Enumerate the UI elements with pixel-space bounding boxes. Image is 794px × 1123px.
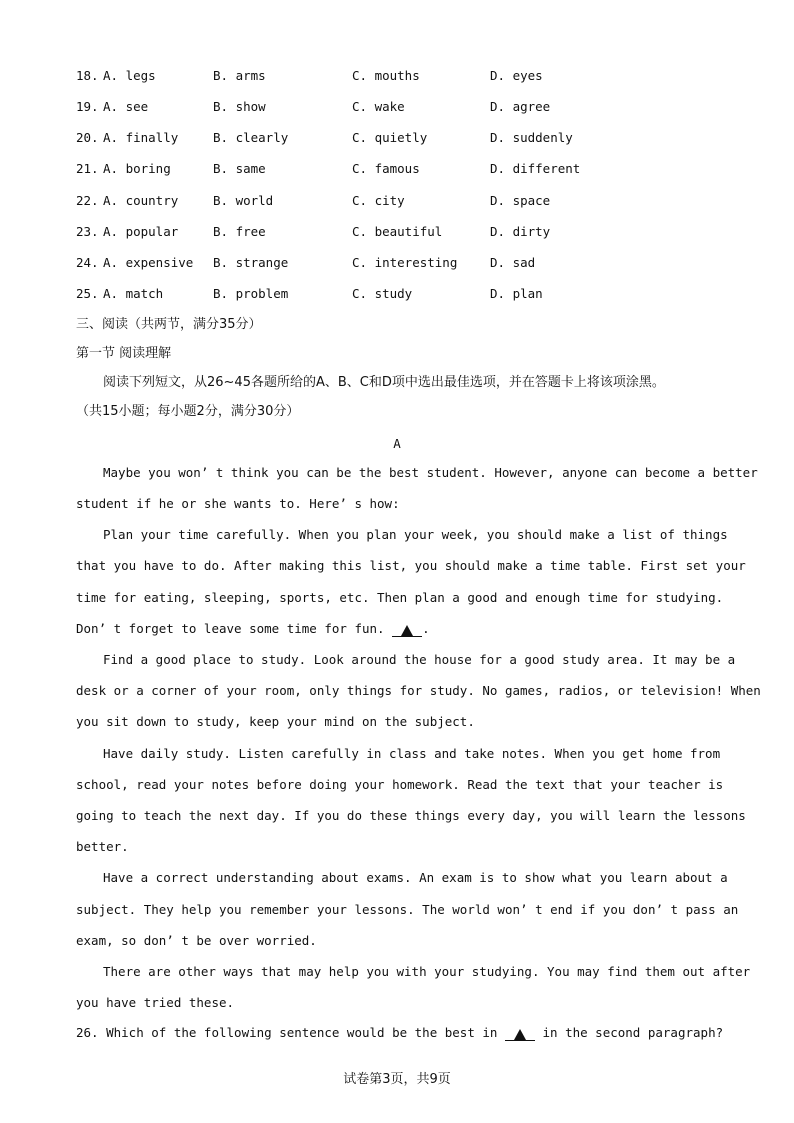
triangle-icon [401, 625, 413, 636]
question-number: 23. [76, 224, 99, 239]
option-c: C. study [352, 286, 413, 301]
option-c: C. quietly [352, 130, 428, 145]
paragraph-3-line: Find a good place to study. Look around the house for a good study area. It may be a [103, 652, 736, 667]
option-d: D. space [490, 193, 551, 208]
option-a: A. expensive [103, 255, 194, 270]
question-number: 25. [76, 286, 99, 301]
paragraph-4-line: going to teach the next day. If you do these things every day, you will learn the lessons [76, 808, 746, 823]
question-number: 24. [76, 255, 99, 270]
paragraph-5-line: exam, so don’ t be over worried. [76, 933, 317, 948]
question-number: 20. [76, 130, 99, 145]
paragraph-1-line: Maybe you won’ t think you can be the best student. However, anyone can become a better [103, 465, 758, 480]
paragraph-6-line: There are other ways that may help you with your studying. You may find them out after [103, 964, 751, 979]
paragraph-2-line-text: Don’ t forget to leave some time for fun. [76, 621, 385, 636]
paragraph-2-line: time for eating, sleeping, sports, etc. Then plan a good and enough time for studying. [76, 590, 724, 605]
paragraph-4-line: school, read your notes before doing your homework. Read the text that your teacher is [76, 777, 724, 792]
option-b: B. clearly [213, 130, 289, 145]
option-d: D. eyes [490, 68, 543, 83]
question-26 [76, 1024, 724, 1042]
option-d: D. sad [490, 255, 536, 270]
option-d: D. agree [490, 99, 551, 114]
paragraph-6-line: you have tried these. [76, 995, 235, 1010]
paragraph-4-line: better. [76, 839, 129, 854]
section-subtitle: 第一节 阅读理解 [76, 346, 172, 361]
question-number: 18. [76, 68, 99, 83]
section-title: 三、阅读（共两节，满分35分） [76, 317, 262, 332]
option-a: A. popular [103, 224, 179, 239]
option-c: C. wake [352, 99, 405, 114]
option-d: D. suddenly [490, 130, 573, 145]
question-number: 22. [76, 193, 99, 208]
option-b: B. free [213, 224, 266, 239]
option-a: A. boring [103, 161, 171, 176]
passage-label: A [393, 436, 401, 451]
paragraph-5-line: Have a correct understanding about exams. An exam is to show what you learn about a [103, 870, 728, 885]
option-d: D. plan [490, 286, 543, 301]
option-c: C. interesting [352, 255, 458, 270]
paragraph-3-line: you sit down to study, keep your mind on the subject. [76, 714, 475, 729]
page-footer: 试卷第3页，共9页 [343, 1072, 451, 1087]
answer-blank [505, 1026, 535, 1041]
option-a: A. legs [103, 68, 156, 83]
instruction-line-2: （共15小题；每小题2分，满分30分） [76, 404, 300, 419]
paragraph-2-line: that you have to do. After making this list, you should make a time table. First set your [76, 558, 746, 573]
question-number: 19. [76, 99, 99, 114]
option-c: C. mouths [352, 68, 420, 83]
option-a: A. see [103, 99, 149, 114]
option-d: D. different [490, 161, 581, 176]
option-c: C. city [352, 193, 405, 208]
paragraph-2-last-line [76, 620, 718, 638]
option-b: B. problem [213, 286, 289, 301]
paragraph-1-line: student if he or she wants to. Here’ s how: [76, 496, 400, 511]
answer-blank [392, 622, 422, 637]
question-number: 21. [76, 161, 99, 176]
question-26-text: 26. Which of the following sentence would be the best in [76, 1025, 498, 1040]
instruction-line-1: 阅读下列短文，从26~45各题所给的A、B、C和D项中选出最佳选项，并在答题卡上将该项涂黑。 [103, 375, 665, 390]
option-b: B. strange [213, 255, 289, 270]
period: . [422, 621, 430, 636]
option-a: A. finally [103, 130, 179, 145]
option-a: A. match [103, 286, 164, 301]
paragraph-5-line: subject. They help you remember your lessons. The world won’ t end if you don’ t pass an [76, 902, 739, 917]
option-c: C. beautiful [352, 224, 443, 239]
paragraph-2-line: Plan your time carefully. When you plan your week, you should make a list of things [103, 527, 728, 542]
option-d: D. dirty [490, 224, 551, 239]
paragraph-4-line: Have daily study. Listen carefully in class and take notes. When you get home from [103, 746, 721, 761]
paragraph-3-line: desk or a corner of your room, only things for study. No games, radios, or television! When [76, 683, 761, 698]
option-b: B. same [213, 161, 266, 176]
question-26-text-end: in the second paragraph? [542, 1025, 724, 1040]
option-b: B. show [213, 99, 266, 114]
option-c: C. famous [352, 161, 420, 176]
option-b: B. arms [213, 68, 266, 83]
triangle-icon [514, 1029, 526, 1040]
option-b: B. world [213, 193, 274, 208]
option-a: A. country [103, 193, 179, 208]
